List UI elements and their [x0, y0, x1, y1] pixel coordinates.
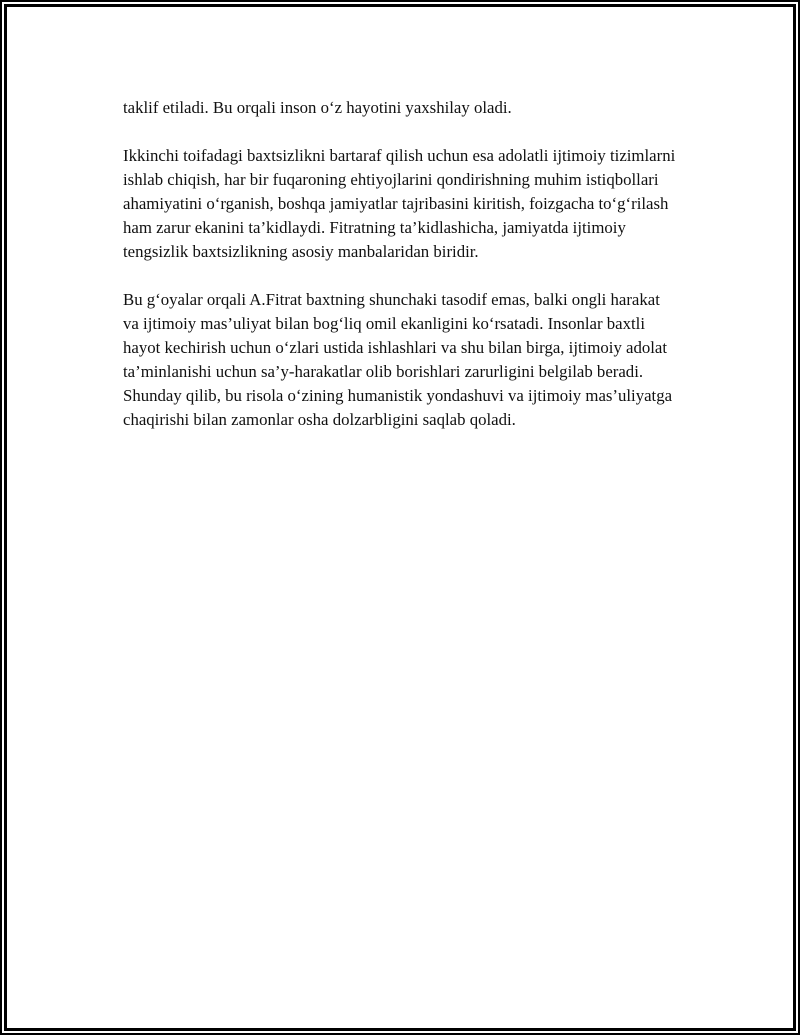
paragraph-3: Bu g‘oyalar orqali A.Fitrat baxtning shunchaki tasodif emas, balki ongli harakat va ijtimoiy mas’uliyat bilan bog‘liq omil ekanligini ko‘rsatadi. Insonlar baxtli hayot kechirish uchun o‘zlari ustida ishlashlari va shu bilan birga, ijtimoiy adolat ta’minlanishi uchun sa’y-harakatlar olib borishlari zarurligini belgilab beradi. Shunday qilib, bu risola o‘zining humanistik yondashuvi va ijtimoiy mas’uliyatga chaqirishi bilan zamonlar osha dolzarbligini saqlab qoladi.	[123, 290, 673, 429]
page-text-body	[117, 96, 677, 456]
paragraph-1: taklif etiladi. Bu orqali inson o‘z hayotini yaxshilay oladi.	[123, 98, 512, 117]
paragraph-2: Ikkinchi toifadagi baxtsizlikni bartaraf qilish uchun esa adolatli ijtimoiy tizimlarni ishlab chiqish, har bir fuqaroning ehtiyojlarini qondirishning muhim istiqbollari ahamiyatini o‘rganish, boshqa jamiyatlar tajribasini kiritish, foizgacha to‘g‘rilash ham zarur ekanini ta’kidlaydi. Fitratning ta’kidlashicha, jamiyatda ijtimoiy tengsizlik baxtsizlikning asosiy manbalaridan biridir.	[123, 146, 676, 261]
